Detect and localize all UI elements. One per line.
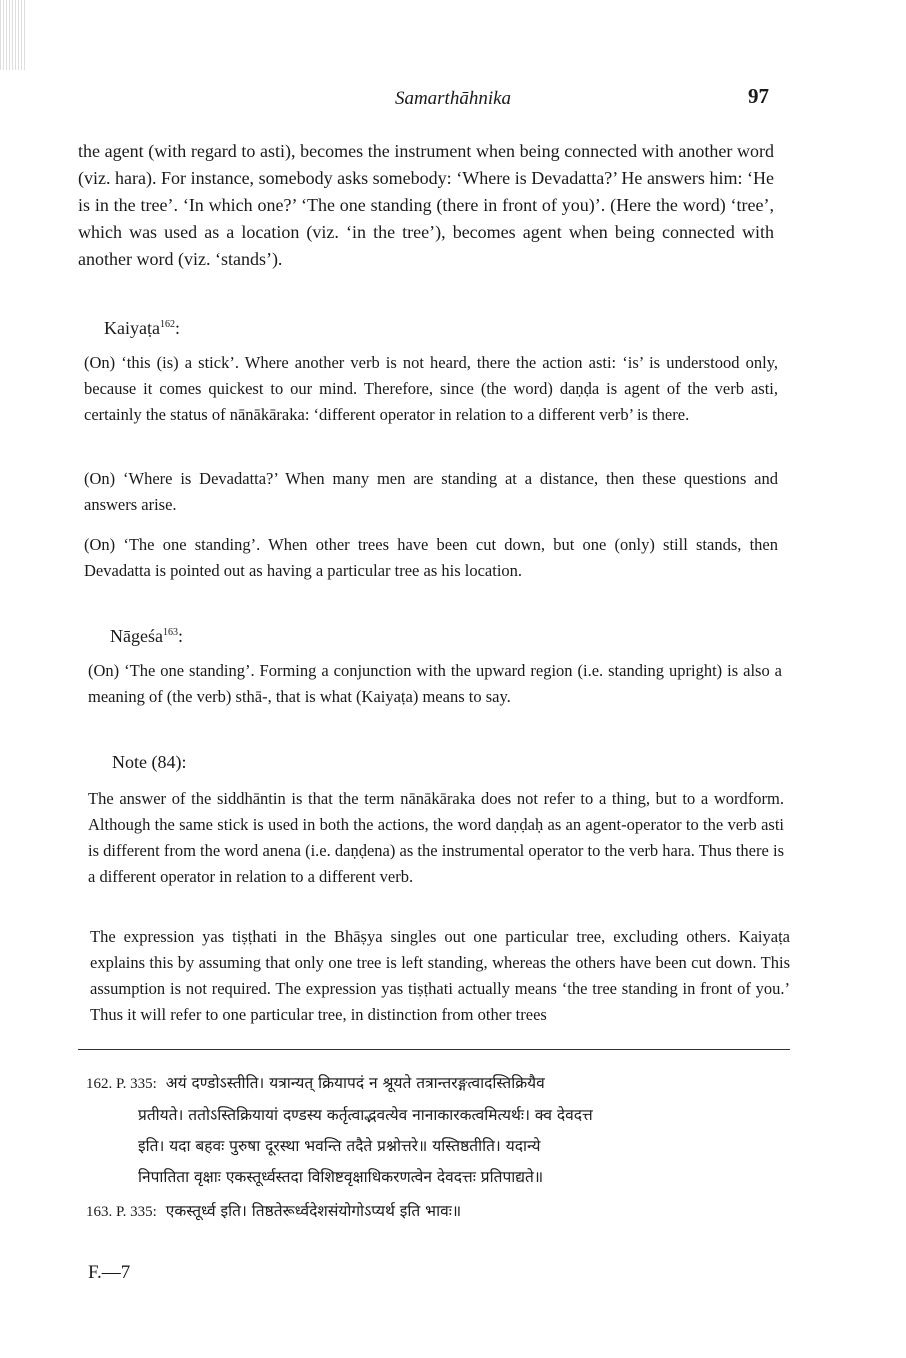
sanskrit-line: अयं दण्डोऽस्तीति। यत्रान्यत् क्रियापदं न श्रूयते तत्रान्तरङ्गत्वादस्तिक्रियैव [165,1074,545,1092]
footnote-163 [86,1196,796,1228]
paragraph-text: (On) ‘this (is) a stick’. Where another verb is not heard, there the action asti: ‘is’ is understood only, because it comes quickest to our mind. Therefore, since (the word) daṇḍa is agent of the verb asti, certainly the status of nānākāraka: ‘different operator in relation to a different verb’ is there. [84,353,778,424]
footnote-ref-162: 162 [159,319,175,330]
paragraph-2 [84,350,778,428]
paragraph-text: (On) ‘The one standing’. Forming a conjunction with the upward region (i.e. standing upright) is also a meaning of (the verb) sthā-, that is what (Kaiyaṭa) means to say. [88,661,782,706]
paragraph-text: the agent (with regard to asti), becomes the instrument when being connected with another word (viz. hara). For instance, somebody asks somebody: ‘Where is Devadatta?’ He answers him: ‘He is in the tree’. ‘In which one?’ ‘The one standing (there in front of you)’. (Here the word) ‘tree’, which was used as a location (viz. ‘in the tree’), becomes agent when being connected with another word (viz. ‘stands’). [78,141,774,269]
footnote-ref-163: 163 [162,627,178,638]
folio-signature: F.—7 [88,1262,131,1283]
sanskrit-line: एकस्तूर्ध्व इति। तिष्ठतेरूर्ध्वदेशसंयोगोऽप्यर्थ इति भावः॥ [165,1202,462,1220]
paragraph-5 [88,658,782,710]
nagesa-label: Nāgeśa [110,626,163,646]
paragraph-text: (On) ‘The one standing’. When other trees have been cut down, but one (only) still stands, then Devadatta is pointed out as having a particular tree as his location. [84,535,778,580]
paragraph-4 [84,532,778,584]
nagesa-heading: Nāgeśa$^{163}$: [110,626,183,646]
sanskrit-line: इति। यदा बहवः पुरुषा दूरस्था भवन्ति तदैते प्रश्नोत्तरे॥ यस्तिष्ठतीति। यदान्ये [138,1137,541,1155]
sanskrit-line: प्रतीयते। ततोऽस्तिक्रियायां दण्डस्य कर्तृत्वाद्भवत्येव नानाकारकत्वमित्यर्थः। क्व देवदत्त [138,1106,593,1124]
running-title: Samarthāhnika [394,88,512,109]
footnote-divider [78,1049,790,1050]
paragraph-7 [90,924,790,1028]
paragraph-text: The expression yas tiṣṭhati in the Bhāṣya singles out one particular tree, excluding others. Kaiyaṭa explains this by assuming that only one tree is left standing, whereas the others have been cut down. This assumption is not required. The expression yas tiṣṭhati actually means ‘the tree standing in front of you.’ Thus it will refer to one particular tree, in distinction from other trees [90,927,790,1024]
footnote-number: 162. P. 335: [86,1076,157,1092]
sanskrit-line: निपातिता वृक्षाः एकस्तूर्ध्वस्तदा विशिष्टवृक्षाधिकरणत्वेन देवदत्तः प्रतिपाद्यते॥ [138,1168,544,1186]
scan-artifact [0,0,26,70]
paragraph-text: (On) ‘Where is Devadatta?’ When many men are standing at a distance, then these questions and answers arise. [84,469,778,514]
paragraph-3 [84,466,778,518]
kaiyata-heading: Kaiyaṭa$^{162}$: [104,318,180,338]
note-heading: Note (84): [112,752,187,772]
kaiyata-label: Kaiyaṭa [104,318,160,338]
paragraph-6 [88,786,784,890]
footnote-number: 163. P. 335: [86,1204,157,1220]
paragraph-text: The answer of the siddhāntin is that the term nānākāraka does not refer to a thing, but to a wordform. Although the same stick is used in both the actions, the word daṇḍaḥ as an agent-operator to the verb asti is different from the word anena (i.e. daṇḍena) as the instrumental operator to the verb hara. Thus there is a different operator in relation to a different verb. [88,789,784,886]
paragraph-1 [78,138,774,273]
page-number: 97 [748,84,769,108]
footnote-162 [86,1068,796,1193]
